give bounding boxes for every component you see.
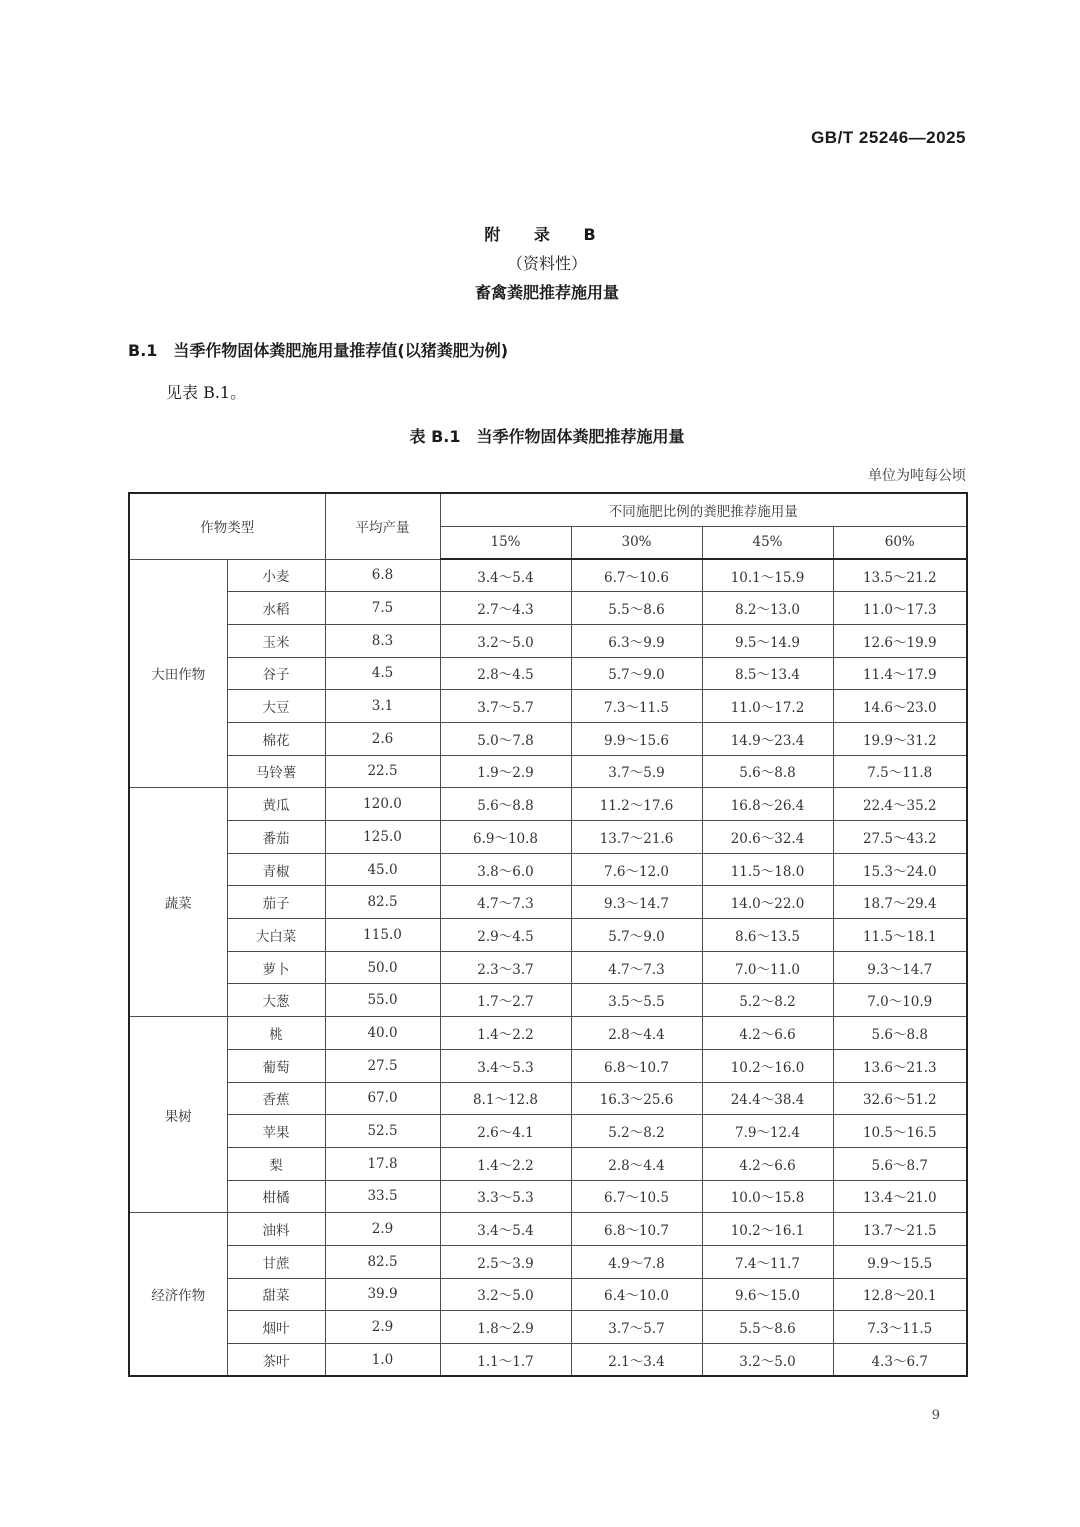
ratio-15-cell: 1.8～2.9 [440, 1311, 571, 1344]
header-ratio-group: 不同施肥比例的粪肥推荐施用量 [440, 493, 967, 526]
ratio-15-cell: 3.7～5.7 [440, 690, 571, 723]
ratio-15-cell: 3.4～5.3 [440, 1049, 571, 1082]
crop-name-cell: 大葱 [227, 984, 325, 1017]
ratio-15-cell: 2.8～4.5 [440, 657, 571, 690]
ratio-30-cell: 5.2～8.2 [571, 1115, 702, 1148]
crop-name-cell: 甜菜 [227, 1278, 325, 1311]
ratio-30-cell: 13.7～21.6 [571, 821, 702, 854]
ratio-60-cell: 9.3～14.7 [833, 951, 967, 984]
avg-yield-cell: 52.5 [325, 1115, 440, 1148]
ratio-30-cell: 6.4～10.0 [571, 1278, 702, 1311]
header-ratio-45: 45% [702, 526, 833, 559]
section-title: 当季作物固体粪肥施用量推荐值(以猪粪肥为例) [173, 341, 509, 360]
ratio-15-cell: 1.9～2.9 [440, 755, 571, 788]
ratio-60-cell: 12.6～19.9 [833, 624, 967, 657]
ratio-45-cell: 8.5～13.4 [702, 657, 833, 690]
avg-yield-cell: 7.5 [325, 592, 440, 625]
table-row [129, 657, 967, 690]
ratio-30-cell: 9.9～15.6 [571, 722, 702, 755]
avg-yield-cell: 67.0 [325, 1082, 440, 1115]
ratio-45-cell: 7.4～11.7 [702, 1245, 833, 1278]
ratio-30-cell: 5.7～9.0 [571, 657, 702, 690]
ratio-45-cell: 9.5～14.9 [702, 624, 833, 657]
ratio-30-cell: 16.3～25.6 [571, 1082, 702, 1115]
ratio-45-cell: 7.0～11.0 [702, 951, 833, 984]
ratio-60-cell: 4.3～6.7 [833, 1344, 967, 1377]
table-row [129, 886, 967, 919]
ratio-30-cell: 6.7～10.5 [571, 1180, 702, 1213]
ratio-45-cell: 24.4～38.4 [702, 1082, 833, 1115]
crop-category-cell: 大田作物 [129, 559, 227, 788]
crop-name-cell: 玉米 [227, 624, 325, 657]
crop-name-cell: 烟叶 [227, 1311, 325, 1344]
ratio-30-cell: 6.3～9.9 [571, 624, 702, 657]
ratio-30-cell: 4.7～7.3 [571, 951, 702, 984]
ratio-15-cell: 3.8～6.0 [440, 853, 571, 886]
ratio-45-cell: 3.2～5.0 [702, 1344, 833, 1377]
avg-yield-cell: 125.0 [325, 821, 440, 854]
ratio-60-cell: 13.7～21.5 [833, 1213, 967, 1246]
ratio-60-cell: 18.7～29.4 [833, 886, 967, 919]
avg-yield-cell: 6.8 [325, 559, 440, 592]
avg-yield-cell: 8.3 [325, 624, 440, 657]
crop-name-cell: 萝卜 [227, 951, 325, 984]
table-row [129, 1147, 967, 1180]
header-avg-yield: 平均产量 [325, 493, 440, 559]
avg-yield-cell: 1.0 [325, 1344, 440, 1377]
crop-name-cell: 油料 [227, 1213, 325, 1246]
table-row [129, 624, 967, 657]
ratio-30-cell: 9.3～14.7 [571, 886, 702, 919]
ratio-30-cell: 3.7～5.7 [571, 1311, 702, 1344]
crop-name-cell: 大豆 [227, 690, 325, 723]
ratio-60-cell: 14.6～23.0 [833, 690, 967, 723]
ratio-60-cell: 7.0～10.9 [833, 984, 967, 1017]
ratio-15-cell: 5.0～7.8 [440, 722, 571, 755]
header-crop-type: 作物类型 [129, 493, 325, 559]
ratio-15-cell: 2.3～3.7 [440, 951, 571, 984]
table-row [129, 690, 967, 723]
ratio-15-cell: 1.7～2.7 [440, 984, 571, 1017]
ratio-30-cell: 5.7～9.0 [571, 919, 702, 952]
table-row [129, 1082, 967, 1115]
ratio-45-cell: 7.9～12.4 [702, 1115, 833, 1148]
ratio-45-cell: 9.6～15.0 [702, 1278, 833, 1311]
crop-name-cell: 番茄 [227, 821, 325, 854]
header-ratio-15: 15% [440, 526, 571, 559]
avg-yield-cell: 2.9 [325, 1213, 440, 1246]
ratio-45-cell: 10.2～16.0 [702, 1049, 833, 1082]
ratio-30-cell: 3.5～5.5 [571, 984, 702, 1017]
crop-name-cell: 马铃薯 [227, 755, 325, 788]
ratio-45-cell: 14.0～22.0 [702, 886, 833, 919]
crop-name-cell: 棉花 [227, 722, 325, 755]
ratio-30-cell: 3.7～5.9 [571, 755, 702, 788]
avg-yield-cell: 39.9 [325, 1278, 440, 1311]
recommendation-table [128, 492, 968, 1377]
table-row [129, 1180, 967, 1213]
ratio-30-cell: 2.8～4.4 [571, 1017, 702, 1050]
table-row [129, 755, 967, 788]
ratio-60-cell: 7.3～11.5 [833, 1311, 967, 1344]
ratio-45-cell: 10.0～15.8 [702, 1180, 833, 1213]
ratio-45-cell: 4.2～6.6 [702, 1017, 833, 1050]
table-row [129, 722, 967, 755]
ratio-60-cell: 10.5～16.5 [833, 1115, 967, 1148]
ratio-45-cell: 8.2～13.0 [702, 592, 833, 625]
ratio-60-cell: 27.5～43.2 [833, 821, 967, 854]
table-row [129, 853, 967, 886]
section-number: B.1 [128, 341, 158, 360]
avg-yield-cell: 4.5 [325, 657, 440, 690]
ratio-45-cell: 5.6～8.8 [702, 755, 833, 788]
ratio-45-cell: 20.6～32.4 [702, 821, 833, 854]
appendix-nature: （资料性） [506, 254, 587, 273]
ratio-45-cell: 8.6～13.5 [702, 919, 833, 952]
table-row [129, 821, 967, 854]
table-row [129, 919, 967, 952]
ratio-15-cell: 8.1～12.8 [440, 1082, 571, 1115]
ratio-15-cell: 6.9～10.8 [440, 821, 571, 854]
ratio-60-cell: 32.6～51.2 [833, 1082, 967, 1115]
ratio-45-cell: 5.5～8.6 [702, 1311, 833, 1344]
ratio-60-cell: 11.0～17.3 [833, 592, 967, 625]
table-row [129, 1115, 967, 1148]
crop-name-cell: 葡萄 [227, 1049, 325, 1082]
crop-name-cell: 桃 [227, 1017, 325, 1050]
appendix-name: 畜禽粪肥推荐施用量 [474, 283, 619, 302]
avg-yield-cell: 120.0 [325, 788, 440, 821]
table-caption [0, 424, 1080, 447]
avg-yield-cell: 115.0 [325, 919, 440, 952]
table-row [129, 788, 967, 821]
ratio-15-cell: 1.4～2.2 [440, 1147, 571, 1180]
ratio-60-cell: 13.6～21.3 [833, 1049, 967, 1082]
table-unit: 单位为吨每公顷 [868, 468, 966, 484]
table-row [129, 1245, 967, 1278]
ratio-45-cell: 14.9～23.4 [702, 722, 833, 755]
ratio-45-cell: 16.8～26.4 [702, 788, 833, 821]
crop-name-cell: 谷子 [227, 657, 325, 690]
ratio-15-cell: 2.5～3.9 [440, 1245, 571, 1278]
table-caption-title: 当季作物固体粪肥推荐施用量 [476, 427, 685, 446]
table-row [129, 1049, 967, 1082]
crop-name-cell: 小麦 [227, 559, 325, 592]
ratio-45-cell: 10.2～16.1 [702, 1213, 833, 1246]
ratio-30-cell: 2.8～4.4 [571, 1147, 702, 1180]
ratio-15-cell: 1.1～1.7 [440, 1344, 571, 1377]
avg-yield-cell: 3.1 [325, 690, 440, 723]
standard-number: GB/T 25246—2025 [811, 128, 966, 147]
table-row [129, 559, 967, 592]
ratio-60-cell: 13.4～21.0 [833, 1180, 967, 1213]
crop-name-cell: 大白菜 [227, 919, 325, 952]
table-caption-number: 表 B.1 [409, 427, 461, 446]
ratio-15-cell: 1.4～2.2 [440, 1017, 571, 1050]
crop-name-cell: 柑橘 [227, 1180, 325, 1213]
ratio-30-cell: 4.9～7.8 [571, 1245, 702, 1278]
crop-name-cell: 苹果 [227, 1115, 325, 1148]
ratio-60-cell: 5.6～8.7 [833, 1147, 967, 1180]
table-row [129, 1017, 967, 1050]
avg-yield-cell: 17.8 [325, 1147, 440, 1180]
ratio-30-cell: 7.3～11.5 [571, 690, 702, 723]
avg-yield-cell: 40.0 [325, 1017, 440, 1050]
page-number: 9 [931, 1408, 940, 1423]
ratio-45-cell: 4.2～6.6 [702, 1147, 833, 1180]
table-row [129, 1311, 967, 1344]
table-body [129, 559, 967, 1376]
ratio-15-cell: 3.4～5.4 [440, 1213, 571, 1246]
ratio-45-cell: 11.0～17.2 [702, 690, 833, 723]
ratio-60-cell: 22.4～35.2 [833, 788, 967, 821]
crop-category-cell: 果树 [129, 1017, 227, 1213]
ratio-60-cell: 15.3～24.0 [833, 853, 967, 886]
table-row [129, 592, 967, 625]
avg-yield-cell: 82.5 [325, 1245, 440, 1278]
ratio-30-cell: 6.8～10.7 [571, 1213, 702, 1246]
ratio-15-cell: 3.3～5.3 [440, 1180, 571, 1213]
ratio-15-cell: 5.6～8.8 [440, 788, 571, 821]
crop-category-cell: 蔬菜 [129, 788, 227, 1017]
ratio-30-cell: 5.5～8.6 [571, 592, 702, 625]
appendix-title: 附 录 B [484, 225, 610, 244]
ratio-30-cell: 2.1～3.4 [571, 1344, 702, 1377]
ratio-60-cell: 13.5～21.2 [833, 559, 967, 592]
ratio-60-cell: 12.8～20.1 [833, 1278, 967, 1311]
avg-yield-cell: 45.0 [325, 853, 440, 886]
ratio-45-cell: 11.5～18.0 [702, 853, 833, 886]
header-ratio-60: 60% [833, 526, 967, 559]
avg-yield-cell: 50.0 [325, 951, 440, 984]
ratio-30-cell: 6.8～10.7 [571, 1049, 702, 1082]
crop-name-cell: 黄瓜 [227, 788, 325, 821]
avg-yield-cell: 33.5 [325, 1180, 440, 1213]
crop-name-cell: 茶叶 [227, 1344, 325, 1377]
ratio-15-cell: 2.6～4.1 [440, 1115, 571, 1148]
avg-yield-cell: 27.5 [325, 1049, 440, 1082]
ratio-60-cell: 5.6～8.8 [833, 1017, 967, 1050]
table-row [129, 1213, 967, 1246]
ratio-15-cell: 4.7～7.3 [440, 886, 571, 919]
avg-yield-cell: 55.0 [325, 984, 440, 1017]
ratio-15-cell: 3.2～5.0 [440, 624, 571, 657]
ratio-15-cell: 3.4～5.4 [440, 559, 571, 592]
ratio-45-cell: 10.1～15.9 [702, 559, 833, 592]
crop-name-cell: 梨 [227, 1147, 325, 1180]
ratio-30-cell: 11.2～17.6 [571, 788, 702, 821]
crop-name-cell: 青椒 [227, 853, 325, 886]
section-heading [128, 338, 508, 361]
avg-yield-cell: 2.9 [325, 1311, 440, 1344]
avg-yield-cell: 2.6 [325, 722, 440, 755]
ratio-45-cell: 5.2～8.2 [702, 984, 833, 1017]
avg-yield-cell: 82.5 [325, 886, 440, 919]
ratio-15-cell: 2.9～4.5 [440, 919, 571, 952]
ratio-60-cell: 11.4～17.9 [833, 657, 967, 690]
ratio-60-cell: 7.5～11.8 [833, 755, 967, 788]
table-row [129, 951, 967, 984]
table-row [129, 1344, 967, 1377]
ratio-60-cell: 9.9～15.5 [833, 1245, 967, 1278]
crop-category-cell: 经济作物 [129, 1213, 227, 1376]
crop-name-cell: 香蕉 [227, 1082, 325, 1115]
ratio-15-cell: 3.2～5.0 [440, 1278, 571, 1311]
ratio-15-cell: 2.7～4.3 [440, 592, 571, 625]
ratio-30-cell: 7.6～12.0 [571, 853, 702, 886]
ratio-30-cell: 6.7～10.6 [571, 559, 702, 592]
crop-name-cell: 水稻 [227, 592, 325, 625]
table-reference: 见表 B.1。 [166, 383, 247, 402]
crop-name-cell: 茄子 [227, 886, 325, 919]
header-ratio-30: 30% [571, 526, 702, 559]
ratio-60-cell: 19.9～31.2 [833, 722, 967, 755]
avg-yield-cell: 22.5 [325, 755, 440, 788]
ratio-60-cell: 11.5～18.1 [833, 919, 967, 952]
table-row [129, 1278, 967, 1311]
crop-name-cell: 甘蔗 [227, 1245, 325, 1278]
table-row [129, 984, 967, 1017]
